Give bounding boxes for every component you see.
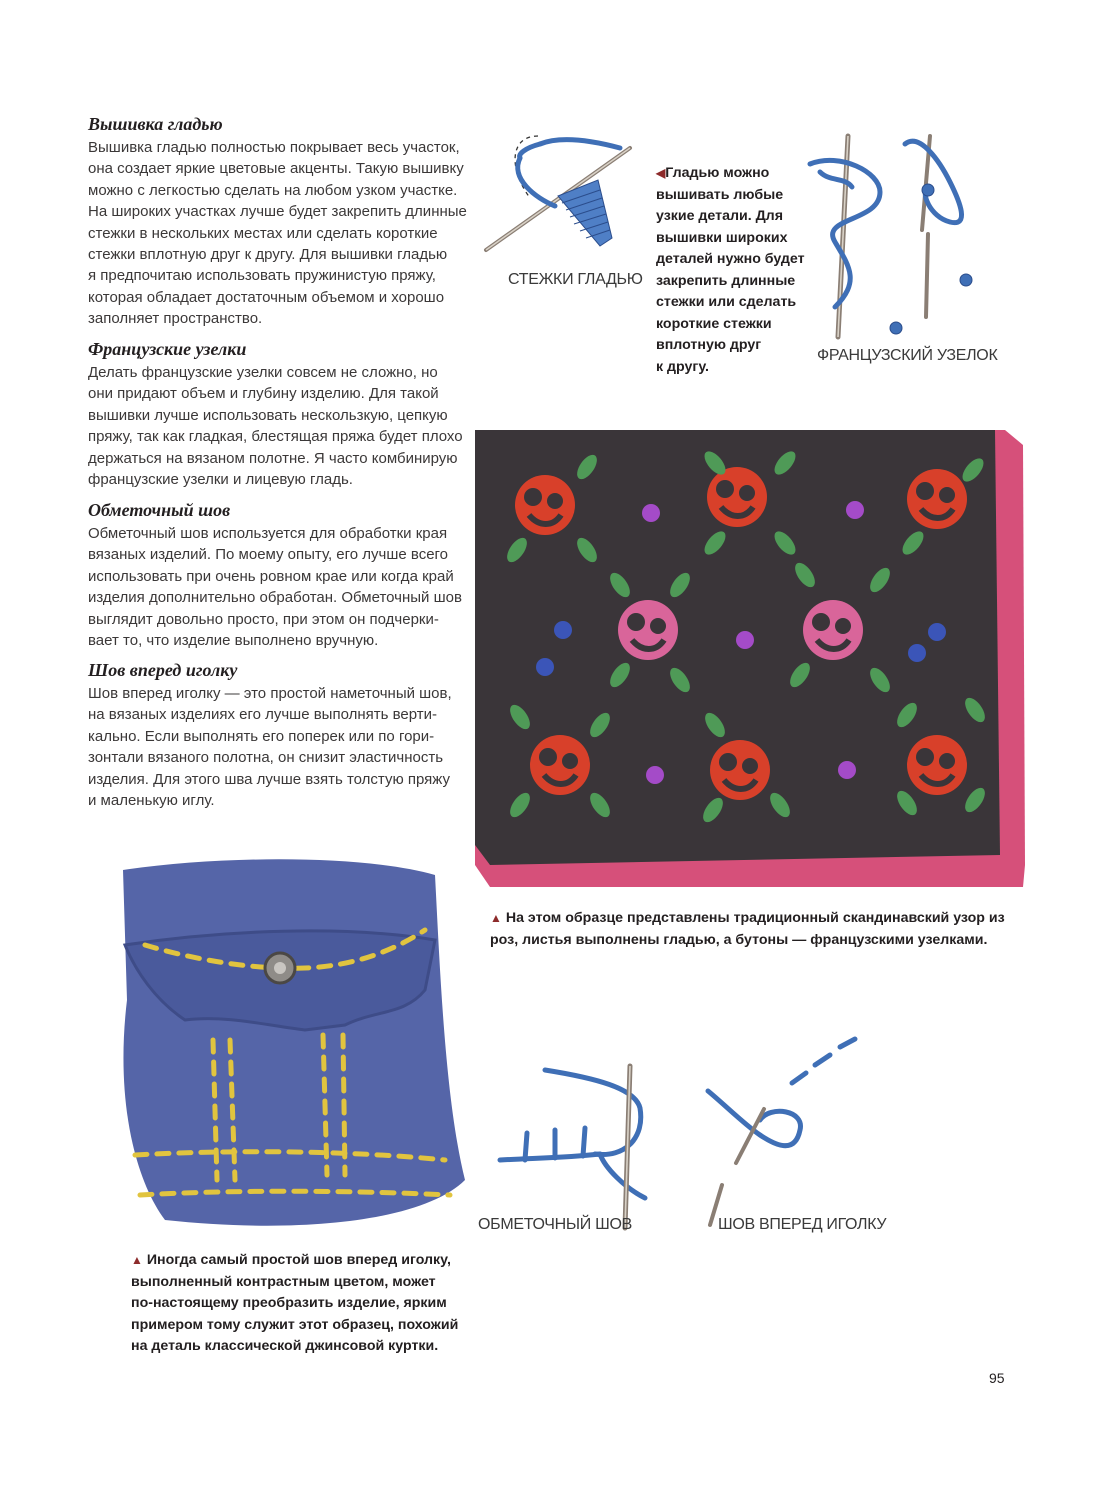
french-knot-label: ФРАНЦУЗСКИЙ УЗЕЛОК (817, 347, 998, 364)
text-line: я предпочитаю использовать пружинистую пряжу, (88, 267, 436, 285)
text-line: Обметочный шов используется для обработки края (88, 525, 448, 542)
running-stitch-illustration (700, 1035, 870, 1235)
caption-line (131, 1250, 461, 1272)
french-knot-diagram (800, 132, 990, 342)
section-body (88, 362, 473, 490)
satin-stitch-diagram (480, 128, 680, 263)
text-line: пряжу, так как гладкая, блестящая пряжа будет плохо (88, 428, 463, 446)
caption-line: примером тому служит этот образец, похожий (131, 1316, 459, 1333)
text-line: вышивки лучше использовать нескользкую, цепкую (88, 406, 448, 424)
blanket-stitch-label: ОБМЕТОЧНЫЙ ШОВ (478, 1216, 633, 1233)
red-rose (907, 469, 967, 529)
roses-caption (490, 908, 1010, 951)
french-knot-illustration (800, 132, 990, 342)
blanket-stitch-diagram (495, 1058, 665, 1233)
caption-line: закрепить длинные (656, 272, 796, 289)
section-blanket-stitch (88, 500, 473, 651)
red-rose (515, 475, 575, 535)
section-heading: Французские узелки (88, 339, 247, 359)
text-line: и маленькую иглу. (88, 792, 215, 810)
red-rose (707, 467, 767, 527)
text-line: Делать французские узелки совсем не сложно, но (88, 364, 438, 381)
caption-line: стежки или сделать (656, 294, 797, 310)
caption-text: На этом образце представлены традиционный скандинавский узор из (505, 910, 1005, 926)
french-knot-dot (646, 766, 664, 784)
french-knot-dot (928, 623, 946, 641)
text-line: они придают объем и глубину изделию. Для такой (88, 385, 439, 403)
text-line: использовать при очень ровном крае или когда край (88, 567, 454, 585)
french-knot-dot (554, 621, 572, 639)
text-line: заполняет пространство. (88, 310, 263, 328)
pocket-caption (131, 1250, 461, 1358)
caption-line: на деталь классической джинсовой куртки. (131, 1338, 439, 1354)
text-line: она создает яркие цветовые акценты. Такую вышивку (88, 160, 464, 178)
pink-rose (618, 600, 678, 660)
section-body (88, 523, 473, 651)
french-knot-dot (846, 501, 864, 519)
text-line: изделия дополнительно обработан. Обметочный шов (88, 589, 462, 607)
text-line: изделия. Для этого шва лучше взять толстую пряжу (88, 770, 450, 788)
text-line: кально. Если выполнять его поперек или по гори- (88, 727, 435, 745)
red-rose (710, 740, 770, 800)
text-line: французские узелки и лицевую гладь. (88, 471, 353, 489)
section-body (88, 683, 473, 811)
caption-text: Гладью можно (665, 165, 770, 181)
section-running-stitch (88, 660, 473, 811)
french-knot-dot (642, 504, 660, 522)
caption-line: короткие стежки (656, 315, 772, 332)
section-french-knots (88, 339, 473, 490)
satin-stitch-label: СТЕЖКИ ГЛАДЬЮ (508, 271, 643, 288)
caption-line: деталей нужно будет (656, 251, 805, 267)
caption-line: по-настоящему преобразить изделие, ярким (131, 1295, 447, 1311)
left-triangle-icon: ◀ (656, 166, 666, 180)
pocket-swatch-photo (105, 850, 470, 1240)
text-line: вязаных изделий. По моему опыту, его лучше всего (88, 546, 449, 564)
roses-swatch-image (475, 425, 1025, 895)
caption-line (490, 908, 1010, 930)
satin-stitch-cone (558, 180, 612, 246)
french-knot-dot (838, 761, 856, 779)
text-line: которая обладает достаточным объемом и хорошо (88, 288, 445, 306)
french-knot-dot (908, 644, 926, 662)
red-rose (530, 735, 590, 795)
text-line: можно с легкостью сделать на любом узком участке. (88, 181, 458, 199)
caption-line: к другу. (656, 358, 709, 375)
pink-rose (803, 600, 863, 660)
caption-text: Иногда самый простой шов вперед иголку, (146, 1252, 451, 1268)
caption-line: узкие детали. Для (656, 208, 783, 224)
text-line: Шов вперед иголку — это простой наметочный шов, (88, 685, 452, 702)
section-heading: Шов вперед иголку (88, 660, 238, 680)
roses-swatch-photo (475, 425, 1025, 895)
text-line: стежки в нескольких местах или сделать короткие (88, 224, 438, 242)
caption-line: роз, листья выполнены гладью, а бутоны — французскими узелками. (490, 931, 988, 948)
text-line: Вышивка гладью полностью покрывает весь участок, (88, 139, 460, 156)
up-triangle-icon: ▲ (131, 1253, 143, 1267)
text-line: держаться на вязаном полотне. Я часто комбинирую (88, 449, 458, 467)
caption-line: вплотную друг (656, 337, 762, 353)
up-triangle-icon: ▲ (490, 911, 502, 925)
pocket-swatch-image (105, 850, 470, 1240)
french-knot-dot (536, 658, 554, 676)
caption-line: вышивать любые (656, 186, 784, 203)
running-stitch-diagram (700, 1035, 870, 1235)
text-line: вает то, что изделие выполнено вручную. (88, 632, 379, 650)
caption-line: вышивки широких (656, 229, 788, 246)
french-knot-dot (736, 631, 754, 649)
section-heading: Вышивка гладью (88, 114, 223, 134)
satin-stitch-illustration (480, 128, 680, 263)
caption-line (656, 163, 816, 185)
section-heading: Обметочный шов (88, 500, 231, 520)
text-line: выглядит довольно просто, при этом он подчерки- (88, 610, 439, 628)
red-rose (907, 735, 967, 795)
blanket-stitch-illustration (495, 1058, 665, 1233)
page-number: 95 (989, 1370, 1005, 1386)
running-stitch-label: ШОВ ВПЕРЕД ИГОЛКУ (718, 1216, 887, 1233)
text-line: На широких участках лучше будет закрепить длинные (88, 203, 467, 221)
caption-line: выполненный контрастным цветом, может (131, 1273, 436, 1290)
text-line: стежки вплотную друг к другу. Для вышивки гладью (88, 246, 448, 264)
text-line: зонтали вязаного полотна, он снизит эластичность (88, 749, 444, 767)
section-satin-stitch (88, 114, 473, 330)
satin-note-caption (656, 163, 816, 378)
section-body (88, 137, 473, 330)
text-line: на вязаных изделиях его лучше выполнять верти- (88, 706, 438, 724)
